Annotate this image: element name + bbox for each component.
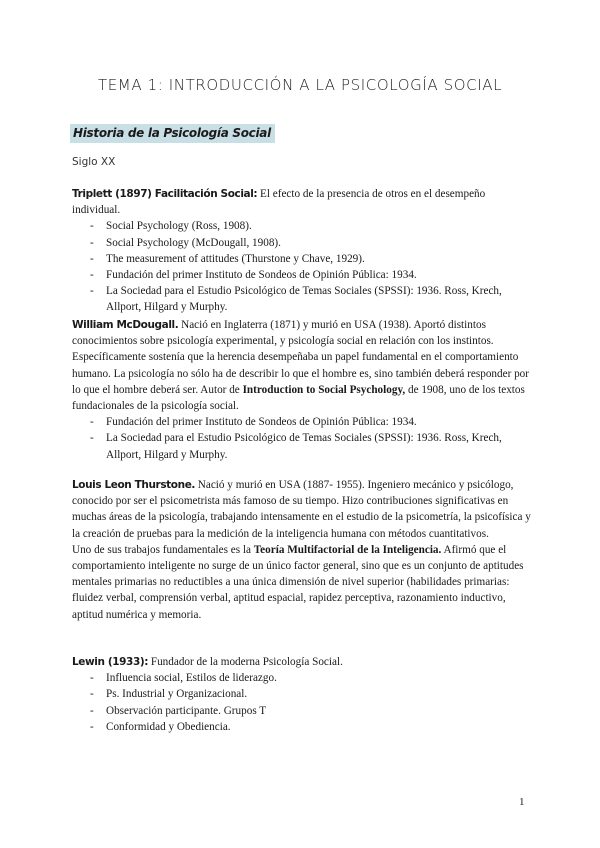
list-item: - Social Psychology (McDougall, 1908). — [72, 235, 532, 251]
mcdougall-paragraph — [72, 317, 532, 414]
list-item: - Conformidad y Obediencia. — [72, 719, 532, 735]
lewin-text: Fundador de la moderna Psicología Social. — [148, 656, 343, 668]
triplett-block — [72, 186, 532, 316]
triplett-text: El efecto de la presencia de otros en el desempeño individual. — [72, 188, 486, 217]
list-item: - Fundación del primer Instituto de Sondeos de Opinión Pública: 1934. — [72, 267, 532, 283]
mcdougall-block — [72, 317, 532, 463]
lewin-paragraph — [72, 654, 532, 670]
list-item: - Fundación del primer Instituto de Sondeos de Opinión Pública: 1934. — [72, 414, 532, 430]
thurstone-heading: Louis Leon Thurstone. — [72, 479, 195, 491]
mcdougall-list — [72, 414, 532, 463]
page-title: TEMA 1: INTRODUCCIÓN A LA PSICOLOGÍA SOCIAL — [97, 76, 503, 94]
thurstone-text-3: Afirmó que el comportamiento inteligente no surge de un único factor general, sino que es un conjunto de aptitudes mentales primarias no reductibles a una única dimensión de nivel superior (habilidades primarias: fluidez verbal, comprensión verbal, aptitud espacial, rapidez perceptiva, razonamiento inductivo, aptitud numérica y memoria. — [72, 543, 524, 621]
triplett-paragraph — [72, 186, 532, 218]
page-number: 1 — [519, 796, 525, 808]
lewin-block — [72, 654, 532, 735]
lewin-heading: Lewin (1933): — [72, 656, 149, 668]
thurstone-block — [72, 477, 532, 623]
list-item: - Influencia social, Estilos de liderazgo. — [72, 670, 532, 686]
section-heading: Historia de la Psicología Social — [70, 124, 275, 143]
triplett-list — [72, 218, 532, 315]
list-item: - La Sociedad para el Estudio Psicológico de Temas Sociales (SPSSI): 1936. Ross, Krech, Allport, Hilgard y Murphy. — [72, 283, 532, 315]
list-item: - Observación participante. Grupos T — [72, 703, 532, 719]
thurstone-paragraph — [72, 477, 532, 542]
mcdougall-text-1: Nació en Inglaterra (1871) y murió en USA (1938). Aportó distintos conocimientos sobre psicología experimental, y psicología social en relación con los instintos. Específicamente sostenía que la herencia desempeñaba un papel fundamental en el comportamiento humano. La psicología no sólo ha de describir lo que el hombre es, sino también deberá responder por lo que el hombre deberá ser. Autor de — [72, 319, 530, 396]
list-item: - La Sociedad para el Estudio Psicológico de Temas Sociales (SPSSI): 1936. Ross, Krech, Allport, Hilgard y Murphy. — [72, 430, 532, 462]
century-label: Siglo XX — [72, 156, 116, 168]
list-item: - The measurement of attitudes (Thurstone y Chave, 1929). — [72, 251, 532, 267]
thurstone-theory: Teoría Multifactorial de la Inteligencia. — [253, 543, 442, 556]
list-item: - Social Psychology (Ross, 1908). — [72, 218, 532, 234]
lewin-list — [72, 670, 532, 735]
thurstone-text-2: Uno de sus trabajos fundamentales es la — [72, 543, 254, 556]
mcdougall-text-2: de 1908, uno de los textos fundacionales de la psicología social. — [72, 383, 525, 413]
mcdougall-heading: William McDougall. — [72, 319, 179, 331]
list-item: - Ps. Industrial y Organizacional. — [72, 686, 532, 702]
triplett-heading: Triplett (1897) Facilitación Social: — [72, 188, 258, 200]
thurstone-text-1: Nació y murió en USA (1887- 1955). Ingeniero mecánico y psicólogo, conocido por ser el psicometrista más famoso de su tiempo. Hizo contribuciones significativas en muchas áreas de la psicología, trabajando intensamente en el estudio de la psicometría, la psicofísica y la creación de pruebas para la medición de la inteligencia humana con métodos cuantitativos. — [72, 479, 531, 540]
thurstone-paragraph-2 — [72, 542, 532, 623]
mcdougall-book-title: Introduction to Social Psychology, — [242, 383, 406, 396]
